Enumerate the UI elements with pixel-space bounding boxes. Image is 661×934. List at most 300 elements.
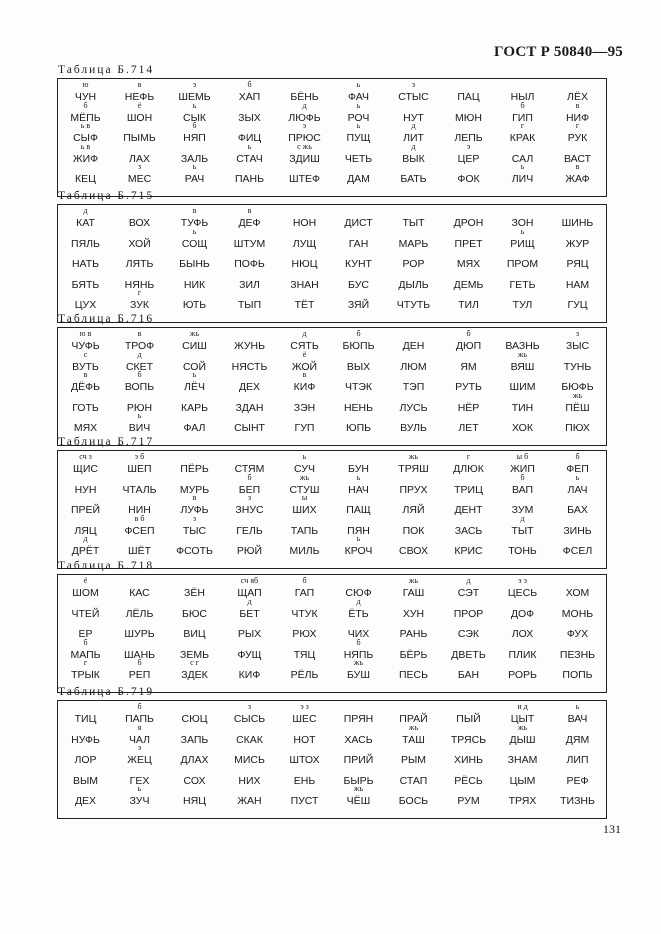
syllable-word: ДРЁТ xyxy=(71,545,100,558)
variant-mark: в xyxy=(83,370,88,380)
syllable-word: ШТОХ xyxy=(289,754,320,767)
syllable-word: ЗАПЬ xyxy=(180,733,209,746)
syllable-word: ПЫМЬ xyxy=(123,132,156,145)
table-cell xyxy=(386,658,441,682)
table-cell xyxy=(386,411,441,435)
syllable-word: БЮПЬ xyxy=(342,340,375,352)
variant-mark xyxy=(550,493,605,503)
syllable-word: РОЧ xyxy=(347,111,370,124)
syllable-word: НАТЬ xyxy=(71,258,100,271)
table-cell xyxy=(58,411,113,435)
variant-mark: ь xyxy=(356,80,361,89)
table-cell xyxy=(386,534,441,558)
syllable-word: СЫФ xyxy=(73,132,98,145)
syllable-word: ЧТЕЙ xyxy=(71,607,100,620)
variant-mark xyxy=(550,534,605,544)
variant-mark xyxy=(277,514,332,524)
syllable-word: НЮЦ xyxy=(291,258,318,271)
syllable-word: ПРИЙ xyxy=(343,754,374,767)
variant-mark xyxy=(112,473,167,483)
syllable-word: ЛЁЧ xyxy=(184,381,205,394)
variant-mark: д xyxy=(466,576,471,585)
syllable-word: ЦЕСЬ xyxy=(507,587,538,599)
variant-mark xyxy=(222,391,277,401)
syllable-word: ЗУК xyxy=(129,299,149,312)
variant-mark: ь xyxy=(192,370,197,380)
syllable-word: РЯЦ xyxy=(566,258,589,271)
syllable-word: ЧТУК xyxy=(291,607,318,620)
variant-mark xyxy=(167,702,222,712)
variant-mark xyxy=(167,723,222,733)
variant-mark: жь xyxy=(408,722,419,732)
syllable-word: НАЧ xyxy=(348,483,369,496)
table-row xyxy=(58,411,606,435)
variant-mark: в xyxy=(192,206,197,215)
variant-mark xyxy=(112,206,167,216)
variant-mark xyxy=(550,514,605,524)
syllable-word: ФАЛ xyxy=(183,422,206,435)
syllable-word: РИЩ xyxy=(510,237,535,250)
syllable-word: РУМ xyxy=(457,795,480,808)
variant-mark xyxy=(58,473,113,483)
variant-mark xyxy=(386,534,441,544)
syllable-word: БЫНЬ xyxy=(179,258,210,271)
variant-mark xyxy=(58,784,113,794)
syllable-word: ЮТЬ xyxy=(182,299,207,312)
syllable-word: ВАП xyxy=(511,483,534,496)
syllable-word: ЕР xyxy=(78,628,93,641)
variant-mark: жь xyxy=(517,349,528,359)
variant-mark xyxy=(495,80,550,90)
syllable-word: ТЫТ xyxy=(511,524,534,537)
variant-mark xyxy=(331,514,386,524)
variant-mark xyxy=(58,162,113,172)
syllable-word: НЯПЬ xyxy=(343,648,374,661)
variant-mark xyxy=(222,452,277,462)
variant-mark: д xyxy=(247,596,252,606)
variant-mark xyxy=(277,764,332,774)
syllable-word: ПОПЬ xyxy=(562,669,593,682)
document-header: ГОСТ Р 50840—95 xyxy=(493,44,623,60)
variant-mark xyxy=(222,350,277,360)
variant-mark: ь xyxy=(356,100,361,110)
variant-mark: э xyxy=(192,80,197,89)
variant-mark: ь xyxy=(192,162,197,172)
table-cell xyxy=(167,658,222,682)
variant-mark xyxy=(386,514,441,524)
variant-mark: жь xyxy=(189,329,200,338)
syllable-word: ДЮП xyxy=(455,340,482,352)
variant-mark xyxy=(550,723,605,733)
syllable-word: ВЫМ xyxy=(72,774,99,787)
variant-mark: ь xyxy=(192,100,197,110)
syllable-word: ГУП xyxy=(294,422,315,435)
syllable-word: МИСЬ xyxy=(234,754,265,767)
syllable-word: КРАК xyxy=(509,132,536,145)
syllable-word: БЕП xyxy=(238,483,261,496)
variant-mark: ь xyxy=(192,226,197,236)
table-cell xyxy=(550,411,605,435)
syllable-word: СТАЧ xyxy=(236,152,263,165)
syllable-word: МОНЬ xyxy=(561,607,594,620)
variant-mark xyxy=(441,350,496,360)
table-caption: Таблица Б.719 xyxy=(58,686,155,698)
table-cell xyxy=(331,658,386,682)
syllable-word: ТИЦ xyxy=(74,713,97,725)
variant-mark xyxy=(112,268,167,278)
syllable-word: ВИЧ xyxy=(128,422,151,435)
syllable-word: ГЕТЬ xyxy=(509,278,536,291)
syllable-word: ЗЯЙ xyxy=(347,299,370,312)
table-cell xyxy=(222,288,277,312)
syllable-word: МЮН xyxy=(455,111,482,124)
variant-mark xyxy=(277,597,332,607)
variant-mark xyxy=(222,370,277,380)
syllable-word: ПРЕТ xyxy=(454,237,483,250)
variant-mark xyxy=(386,638,441,648)
variant-mark xyxy=(441,268,496,278)
syllable-word: ФАЧ xyxy=(348,91,369,103)
syllable-word: ДЕМЬ xyxy=(453,278,484,291)
syllable-word: НЯП xyxy=(183,132,206,145)
variant-mark xyxy=(277,227,332,237)
syllable-word: ЦЕР xyxy=(457,152,480,165)
syllable-word: НЫЛ xyxy=(510,91,535,103)
variant-mark: б xyxy=(137,370,142,380)
syllable-word: МЁПЬ xyxy=(70,111,101,124)
syllable-word: ЮПЬ xyxy=(345,422,372,435)
syllable-word: ТРЯСЬ xyxy=(450,733,487,746)
syllable-word: ДИСТ xyxy=(344,217,373,229)
variant-mark xyxy=(58,702,113,712)
table-cell xyxy=(167,534,222,558)
variant-mark xyxy=(550,617,605,627)
variant-mark xyxy=(386,702,441,712)
variant-mark xyxy=(58,764,113,774)
variant-mark xyxy=(386,227,441,237)
syllable-word: ДЕФ xyxy=(238,217,261,229)
syllable-word: ТИЗНЬ xyxy=(560,795,595,808)
variant-mark xyxy=(441,391,496,401)
syllable-word: СЭК xyxy=(457,628,480,641)
syllable-word: ЗДАН xyxy=(235,401,264,414)
syllable-word: ЛАЧ xyxy=(567,483,588,496)
syllable-word: ЛУФЬ xyxy=(180,504,209,517)
variant-mark xyxy=(222,784,277,794)
syllable-word: РУТЬ xyxy=(455,381,482,394)
variant-mark: ь в xyxy=(80,141,91,151)
variant-mark: э б xyxy=(134,452,145,461)
variant-mark xyxy=(58,597,113,607)
syllable-word: РЮЙ xyxy=(236,545,263,558)
syllable-word: ШИНЬ xyxy=(561,217,594,229)
variant-mark xyxy=(386,617,441,627)
table-cell xyxy=(331,784,386,808)
syllable-word: ШУРЬ xyxy=(124,628,155,641)
syllable-word: РЁЛЬ xyxy=(290,669,319,682)
variant-mark xyxy=(386,784,441,794)
syllable-word: ЗАЛЬ xyxy=(180,152,209,165)
syllable-word: ШАНЬ xyxy=(123,648,156,661)
syllable-word: ТИЛ xyxy=(458,299,479,312)
syllable-word: НУТ xyxy=(403,111,424,124)
syllable-word: БЕТ xyxy=(239,607,260,620)
variant-mark xyxy=(441,597,496,607)
syllable-word: БАТЬ xyxy=(400,173,427,186)
syllable-word: ЛОХ xyxy=(511,628,534,641)
syllable-word: КУНТ xyxy=(345,258,372,271)
variant-mark xyxy=(167,247,222,257)
variant-mark: в xyxy=(137,329,142,338)
variant-mark xyxy=(277,638,332,648)
variant-mark xyxy=(277,534,332,544)
table-cell xyxy=(167,411,222,435)
variant-mark: ь xyxy=(302,452,307,461)
variant-mark: в xyxy=(247,206,252,215)
variant-mark: жь xyxy=(408,452,419,461)
variant-mark: з xyxy=(247,493,252,503)
syllable-word: ЗНАМ xyxy=(507,754,538,767)
syllable-word: СТЫС xyxy=(398,91,429,103)
variant-mark xyxy=(167,473,222,483)
variant-mark xyxy=(112,493,167,503)
variant-mark xyxy=(277,206,332,216)
syllable-word: ПРЯН xyxy=(343,713,374,725)
syllable-word: ПЕЗНЬ xyxy=(559,648,596,661)
variant-mark xyxy=(58,493,113,503)
syllable-word: ЧУН xyxy=(74,91,97,103)
table-cell xyxy=(277,658,332,682)
syllable-word: ГИП xyxy=(512,111,533,124)
syllable-word: ЖУР xyxy=(565,237,590,250)
syllable-word: ВЯШ xyxy=(510,360,535,373)
variant-mark xyxy=(112,764,167,774)
syllable-word: ПРЮС xyxy=(288,132,321,145)
syllable-word: ЧТЭК xyxy=(344,381,373,394)
variant-mark xyxy=(167,534,222,544)
variant-mark xyxy=(331,617,386,627)
variant-mark: б xyxy=(137,658,142,668)
variant-mark: жь xyxy=(517,722,528,732)
variant-mark xyxy=(222,658,277,668)
variant-mark xyxy=(550,142,605,152)
syllable-word: ПЯЛЬ xyxy=(71,237,100,250)
variant-mark xyxy=(495,534,550,544)
variant-mark xyxy=(167,743,222,753)
variant-mark: д xyxy=(411,121,416,131)
syllable-word: МАПЬ xyxy=(70,648,101,661)
table-cell xyxy=(58,288,113,312)
variant-mark xyxy=(550,411,605,421)
variant-mark: д xyxy=(356,596,361,606)
variant-mark xyxy=(441,411,496,421)
table-caption: Таблица Б.717 xyxy=(58,436,155,448)
variant-mark: г xyxy=(83,658,88,668)
syllable-word: ТРЯШ xyxy=(398,463,429,475)
variant-mark: жь xyxy=(572,390,583,400)
variant-mark: ю xyxy=(82,80,89,89)
syllable-word: ПАПЬ xyxy=(125,713,154,725)
table-row xyxy=(58,784,606,808)
syllable-word: ХАП xyxy=(238,91,261,103)
variant-mark: э з xyxy=(300,702,309,711)
syllable-word: САЛ xyxy=(511,152,534,165)
variant-mark xyxy=(550,764,605,774)
variant-mark xyxy=(441,247,496,257)
variant-mark xyxy=(386,162,441,172)
variant-mark xyxy=(386,329,441,339)
variant-mark xyxy=(167,452,222,462)
syllable-word: СОЙ xyxy=(182,360,207,373)
syllable-word: ЛИЧ xyxy=(511,173,534,186)
syllable-word: ЧУФЬ xyxy=(71,340,100,352)
variant-mark xyxy=(550,638,605,648)
syllable-word: ШЕМЬ xyxy=(178,91,211,103)
table-cell xyxy=(495,784,550,808)
variant-mark xyxy=(441,162,496,172)
variant-mark: ь xyxy=(575,702,580,711)
variant-mark xyxy=(58,391,113,401)
variant-mark: ы xyxy=(301,493,308,503)
variant-mark xyxy=(277,268,332,278)
syllable-word: БЯТЬ xyxy=(71,278,100,291)
variant-mark xyxy=(167,391,222,401)
variant-mark: в xyxy=(192,493,197,503)
variant-mark: э э xyxy=(518,576,527,585)
variant-mark xyxy=(277,80,332,90)
variant-mark xyxy=(441,473,496,483)
table-cell xyxy=(112,658,167,682)
variant-mark xyxy=(222,534,277,544)
variant-mark xyxy=(386,268,441,278)
syllable-word: ПРУХ xyxy=(399,483,428,496)
variant-mark: д xyxy=(520,513,525,523)
variant-mark xyxy=(386,658,441,668)
table-cell xyxy=(441,288,496,312)
variant-mark xyxy=(550,268,605,278)
variant-mark xyxy=(386,206,441,216)
variant-mark xyxy=(222,723,277,733)
variant-mark: г xyxy=(520,121,525,131)
variant-mark: в xyxy=(575,100,580,110)
variant-mark: в б xyxy=(134,513,145,523)
variant-mark xyxy=(58,723,113,733)
variant-mark: з xyxy=(411,80,416,89)
syllable-word: ВАЧ xyxy=(567,713,588,725)
variant-mark xyxy=(112,121,167,131)
syllable-word: МУРЬ xyxy=(179,483,210,496)
syllable-word: ЛЕТ xyxy=(458,422,479,435)
syllable-word: ЧЁШ xyxy=(346,795,371,808)
syllable-word: ЛИП xyxy=(566,754,589,767)
table-cell xyxy=(112,534,167,558)
variant-mark xyxy=(386,743,441,753)
variant-mark: з xyxy=(192,513,197,523)
syllable-word: КЕЦ xyxy=(75,173,96,186)
syllable-word: ТУЛ xyxy=(512,299,533,312)
variant-mark xyxy=(167,764,222,774)
syllable-word: ЛЯЦ xyxy=(74,524,97,537)
table-cell xyxy=(277,784,332,808)
syllable-word: БАХ xyxy=(567,504,588,517)
syllable-word: ЗНУС xyxy=(235,504,264,517)
syllable-word: БЁРЬ xyxy=(399,648,428,661)
syllable-word: ТРЫК xyxy=(71,669,100,682)
variant-mark xyxy=(222,743,277,753)
variant-mark xyxy=(441,534,496,544)
variant-mark xyxy=(112,227,167,237)
variant-mark xyxy=(550,350,605,360)
syllable-word: РЮН xyxy=(126,401,153,414)
syllable-word: ЦУХ xyxy=(74,299,97,312)
syllable-word: ЛЮФЬ xyxy=(288,111,321,124)
variant-mark: э xyxy=(466,141,471,151)
variant-mark: д xyxy=(302,100,307,110)
syllable-word: РОР xyxy=(402,258,425,271)
variant-mark xyxy=(550,784,605,794)
syllable-word: НЯЦ xyxy=(183,795,206,808)
syllable-word: ЗИНЬ xyxy=(563,524,592,537)
variant-mark: б xyxy=(520,100,525,110)
syllable-word: ПУЩ xyxy=(346,132,371,145)
variant-mark xyxy=(386,493,441,503)
variant-mark: ь xyxy=(356,121,361,131)
syllable-word: НИК xyxy=(183,278,206,291)
variant-mark: б xyxy=(247,472,252,482)
variant-mark xyxy=(277,784,332,794)
table-cell xyxy=(441,162,496,186)
syllable-word: ПЁШ xyxy=(565,401,590,414)
syllable-word: ЖУНЬ xyxy=(233,340,266,352)
syllable-word: ГАШ xyxy=(402,587,425,599)
variant-mark: ы б xyxy=(516,452,529,461)
variant-mark xyxy=(331,370,386,380)
variant-mark xyxy=(441,617,496,627)
variant-mark xyxy=(495,743,550,753)
syllable-word: МЕС xyxy=(127,173,152,186)
variant-mark xyxy=(222,411,277,421)
table-cell xyxy=(112,411,167,435)
syllable-word: ШИХ xyxy=(292,504,317,517)
syllable-word: ПРОМ xyxy=(506,258,539,271)
syllable-word: ФОК xyxy=(457,173,480,186)
syllable-word: ТЯЦ xyxy=(293,648,316,661)
variant-mark: д xyxy=(83,534,88,544)
variant-mark xyxy=(222,638,277,648)
syllable-word: ШЁТ xyxy=(127,545,152,558)
syllable-word: ШТУМ xyxy=(233,237,266,250)
syllable-word: ДАМ xyxy=(347,173,370,186)
syllable-word: РЫХ xyxy=(237,628,262,641)
syllable-word: ТРИЦ xyxy=(454,483,483,496)
variant-mark xyxy=(495,411,550,421)
syllable-word: ЖЕЦ xyxy=(127,754,152,767)
variant-mark: д xyxy=(137,349,142,359)
table-cell xyxy=(386,288,441,312)
variant-mark xyxy=(167,638,222,648)
variant-mark xyxy=(277,288,332,298)
table-cell xyxy=(550,534,605,558)
syllable-table xyxy=(57,700,607,819)
variant-mark: в xyxy=(302,370,307,380)
syllable-word: РЕП xyxy=(128,669,151,682)
variant-mark xyxy=(441,723,496,733)
variant-mark: ь xyxy=(575,472,580,482)
syllable-word: СТЯМ xyxy=(234,463,265,475)
variant-mark xyxy=(495,638,550,648)
syllable-word: ФСОТЬ xyxy=(176,545,213,558)
variant-mark xyxy=(58,247,113,257)
